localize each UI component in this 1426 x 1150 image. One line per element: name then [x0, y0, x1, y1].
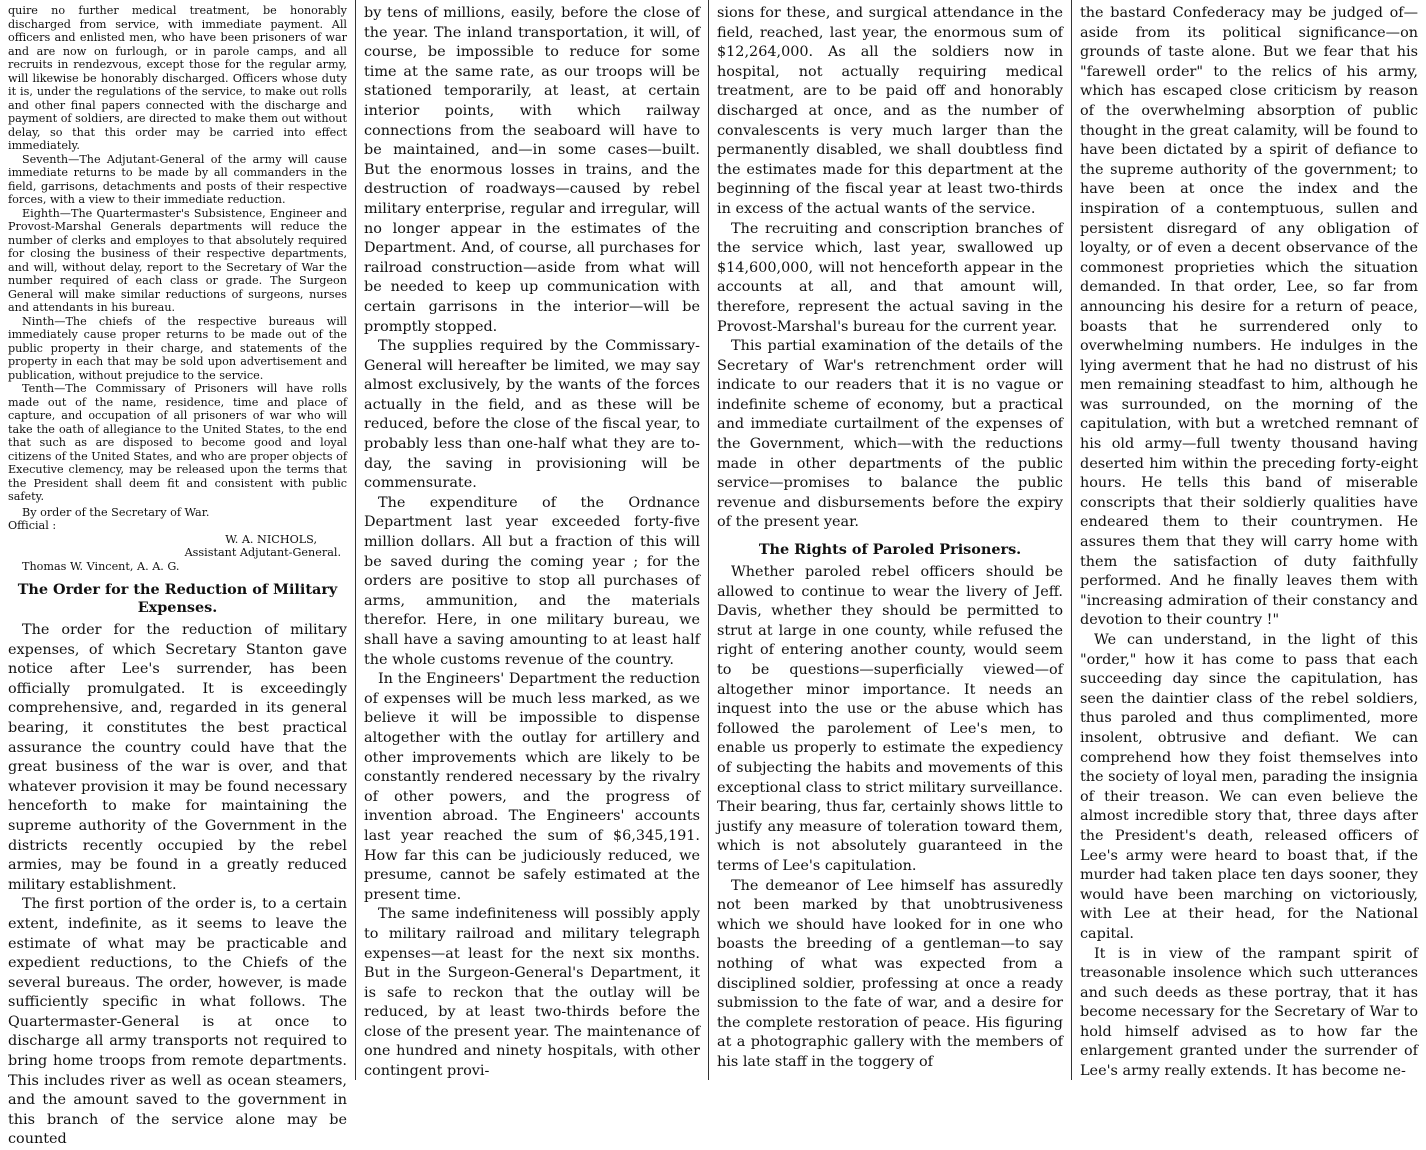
order-paragraph: Eighth—The Quartermaster's Subsistence, Engineer and Provost-Marshal Generals departments will reduce the number of clerks and employes to that absolutely required for closing the business of their respective departments, and will, without delay, report to the Secretary of War the number required of each class or grade. The Surgeon General will make similar reductions of surgeons, nurses and attendants in his bureau. [8, 206, 347, 314]
column-1 [0, 0, 355, 1148]
order-paragraph: Tenth—The Commissary of Prisoners will have rolls made out of the name, residence, time and place of capture, and occupation of all prisoners of war who will take the oath of allegiance to the United States, to the end that such as are disposed to become good and loyal citizens of the United States, and who are proper objects of Executive clemency, may be released upon the terms that the President shall deem fit and consistent with public safety. [8, 382, 347, 503]
order-paragraph: Ninth—The chiefs of the respective bureaus will immediately cause proper returns to be made out of the public property in their charge, and statements of the property in each that may be sold upon advertisement and publication, without prejudice to the service. [8, 314, 347, 382]
column-3 [709, 0, 1071, 1080]
signature-line: By order of the Secretary of War. [22, 505, 210, 519]
signature-name: W. A. NICHOLS, [225, 532, 317, 546]
article-paragraph: sions for these, and surgical attendance in the field, reached, last year, the enormous sum of $12,264,000. As all the soldiers now in hospital, not actually requiring medical treatment, are to be paid off and honorably discharged at once, and as the number of convalescents is very much larger than the permanently disabled, we shall doubtless find the estimates made for this department at the beginning of the fiscal year at least two-thirds in excess of the actual wants of the service. [717, 5, 1063, 217]
article-paragraph: The supplies required by the Commissary-General will hereafter be limited, we may say almost exclusively, by the wants of the forces actually in the field, and as these will be reduced, before the close of the fiscal year, to probably less than one-half what they are to-day, the saving in provisioning will be commensurate. [364, 338, 700, 492]
order-paragraph: Seventh—The Adjutant-General of the army will cause immediate returns to be made by all commanders in the field, garrisons, detachments and posts of their respective forces, with a view to their immediate reduction. [8, 152, 347, 206]
article-body [8, 621, 347, 1150]
article-headline: The Rights of Paroled Prisoners. [758, 541, 1022, 559]
signature-title: Assistant Adjutant-General. [184, 546, 341, 559]
article-paragraph: The demeanor of Lee himself has assuredly not been marked by that unobtrusiveness which we should have looked for in one who boasts the breeding of a gentleman—to say nothing of what was expected from a disciplined soldier, professing at once a ready submission to the fate of war, and a desire for the complete restoration of peace. His figuring at a photographic gallery with the members of his late staff in the toggery of [717, 877, 1063, 1070]
war-department-order [8, 4, 347, 573]
signature-line: Official : [8, 519, 57, 532]
article-paragraph: The expenditure of the Ordnance Department last year exceeded forty-five million dollars. All but a fraction of this will be saved during the coming year ; for the orders are positive to stop all purchases of arms, ammunition, and the materials therefor. Here, in one military bureau, we shall have a saving amounting to at least half the whole customs revenue of the country. [364, 494, 700, 668]
article-paragraph: The first portion of the order is, to a certain extent, indefinite, as it seems to leave the estimate of what may be practicable and expedient reductions, to the Chiefs of the several bureaus. The order, however, is made sufficiently specific in what follows. The Quartermaster-General is at once to discharge all army transports not required to bring home troops from remote departments. This includes river as well as ocean steamers, and the amount saved to the government in this branch of the service alone may be counted [8, 896, 347, 1148]
article-headline: The Order for the Reduction of Military Expenses. [17, 581, 338, 616]
article-body [1080, 4, 1418, 1082]
order-paragraph: quire no further medical treatment, be honorably discharged from service, with immediate payment. All officers and enlisted men, who have been prisoners of war and are now on furlough, or in parole camps, and all recruits in rendezvous, except those for the regular army, will likewise be honorably discharged. Officers whose duty it is, under the regulations of the service, to make out rolls and other final papers connected with the discharge and payment of soldiers, are directed to make them out without delay, so that this order may be carried into effect immediately. [8, 4, 347, 152]
signature-line: Thomas W. Vincent, A. A. G. [22, 559, 180, 573]
column-4 [1072, 0, 1426, 1080]
article-paragraph: This partial examination of the details of the Secretary of War's retrenchment order will indicate to our readers that it is no vague or indefinite scheme of economy, but a practical and immediate curtailment of the expenses of the Government, which—with the reductions made in other departments of the public service—promises to balance the public revenue and disbursements before the expiry of the present year. [717, 338, 1063, 531]
article-paragraph: the bastard Confederacy may be judged of—aside from its political significance—on grounds of taste alone. But we fear that his "farewell order" to the relics of his army, which has escaped close criticism by reason of the overwhelming absorption of public thought in the great calamity, will be found to have been dictated by a spirit of defiance to the supreme authority of the government; to have been at once the index and the inspiration of a contemptuous, sullen and persistent disregard of any obligation of loyalty, or of even a decent observance of the commonest proprieties which the situation demanded. In that order, Lee, so far from announcing his desire for a return of peace, boasts that he surrendered only to overwhelming numbers. He indulges in the lying averment that he had no distrust of his men remaining steadfast to him, although he was surrounded, on the morning of the capitulation, with but a wretched remnant of his old army—full twenty thousand having deserted him within the preceding forty-eight hours. He tells this band of miserable conscripts that their soldierly qualities have endeared them to their countrymen. He assures them that they will carry home with them the satisfaction of duty faithfully performed. And he finally leaves them with "increasing admiration of their constancy and devotion to their country !" [1080, 5, 1418, 629]
article-paragraph: The recruiting and conscription branches of the service which, last year, swallowed up $14,600,000, will not henceforth appear in the accounts at all, and that amount will, therefore, represent the actual saving in the Provost-Marshal's bureau for the current year. [717, 220, 1063, 335]
article-body [364, 4, 700, 1082]
article-paragraph: Whether paroled rebel officers should be allowed to continue to wear the livery of Jeff. Davis, whether they should be permitted to strut at large in one county, while refused the right of entering another county, would seem to be questions—superficially viewed—of altogether minor importance. It needs an inquest into the use or the abuse which has followed the parolement of Lee's men, to enable us properly to estimate the expediency of subjecting the habits and movements of this exceptional class to strict military surveillance. Their bearing, thus far, certainly shows little to justify any measure of toleration toward them, which is not absolutely guaranteed in the terms of Lee's capitulation. [717, 564, 1063, 874]
article-body [717, 4, 1063, 533]
article-paragraph: We can understand, in the light of this "order," how it has come to pass that each succeeding day since the capitulation, has seen the daintier class of the rebel soldiers, thus paroled and thus complimented, more insolent, obtrusive and defiant. We can comprehend how they foist themselves into the society of loyal men, parading the insignia of their treason. We can even believe the almost incredible story that, three days after the President's death, released officers of Lee's army were heard to boast that, if the murder had taken place ten days sooner, they would have been marching on victoriously, with Lee at their head, for the National capital. [1080, 632, 1418, 942]
article-body [717, 563, 1063, 1072]
article-paragraph: The same indefiniteness will possibly apply to military railroad and military telegraph expenses—at least for the next six months. But in the Surgeon-General's Department, it is safe to reckon that the outlay will be reduced, by at least two-thirds before the close of the present year. The maintenance of one hundred and ninety hospitals, with other contingent provi- [364, 906, 700, 1080]
column-2 [356, 0, 708, 1080]
article-paragraph: In the Engineers' Department the reduction of expenses will be much less marked, as we believe it will be impossible to dispense altogether with the outlay for artillery and other improvements which are likely to be constantly rendered necessary by the rivalry of other powers, and the progress of invention abroad. The Engineers' accounts last year reached the sum of $6,345,191. How far this can be judiciously reduced, we presume, cannot be safely estimated at the present time. [364, 671, 700, 903]
article-paragraph: by tens of millions, easily, before the close of the year. The inland transportation, it will, of course, be impossible to reduce for some time at the same rate, as our troops will be stationed temporarily, at least, at certain interior points, with which railway connections from the seaboard will have to be maintained, and—in some cases—built. But the enormous losses in trains, and the destruction of roadways—caused by rebel military enterprise, regular and irregular, will no longer appear in the estimates of the Department. And, of course, all purchases for railroad construction—aside from what will be needed to keep up communication with certain garrisons in the interior—will be promptly stopped. [364, 5, 700, 335]
article-paragraph: It is in view of the rampant spirit of treasonable insolence which such utterances and such deeds as these portray, that it has become necessary for the Secretary of War to hold himself advised as to how far the enlargement granted under the surrender of Lee's army really extends. It has become ne- [1080, 945, 1418, 1080]
article-paragraph: The order for the reduction of military expenses, of which Secretary Stanton gave notice after Lee's surrender, has been officially promulgated. It is exceedingly comprehensive, and, regarded in its general bearing, it constitutes the best practical assurance the country could have that the great business of the war is over, and that whatever provision it may be found necessary henceforth to make for maintaining the supreme authority of the Government in the districts recently occupied by the rebel armies, may be found in a greatly reduced military establishment. [8, 622, 347, 893]
